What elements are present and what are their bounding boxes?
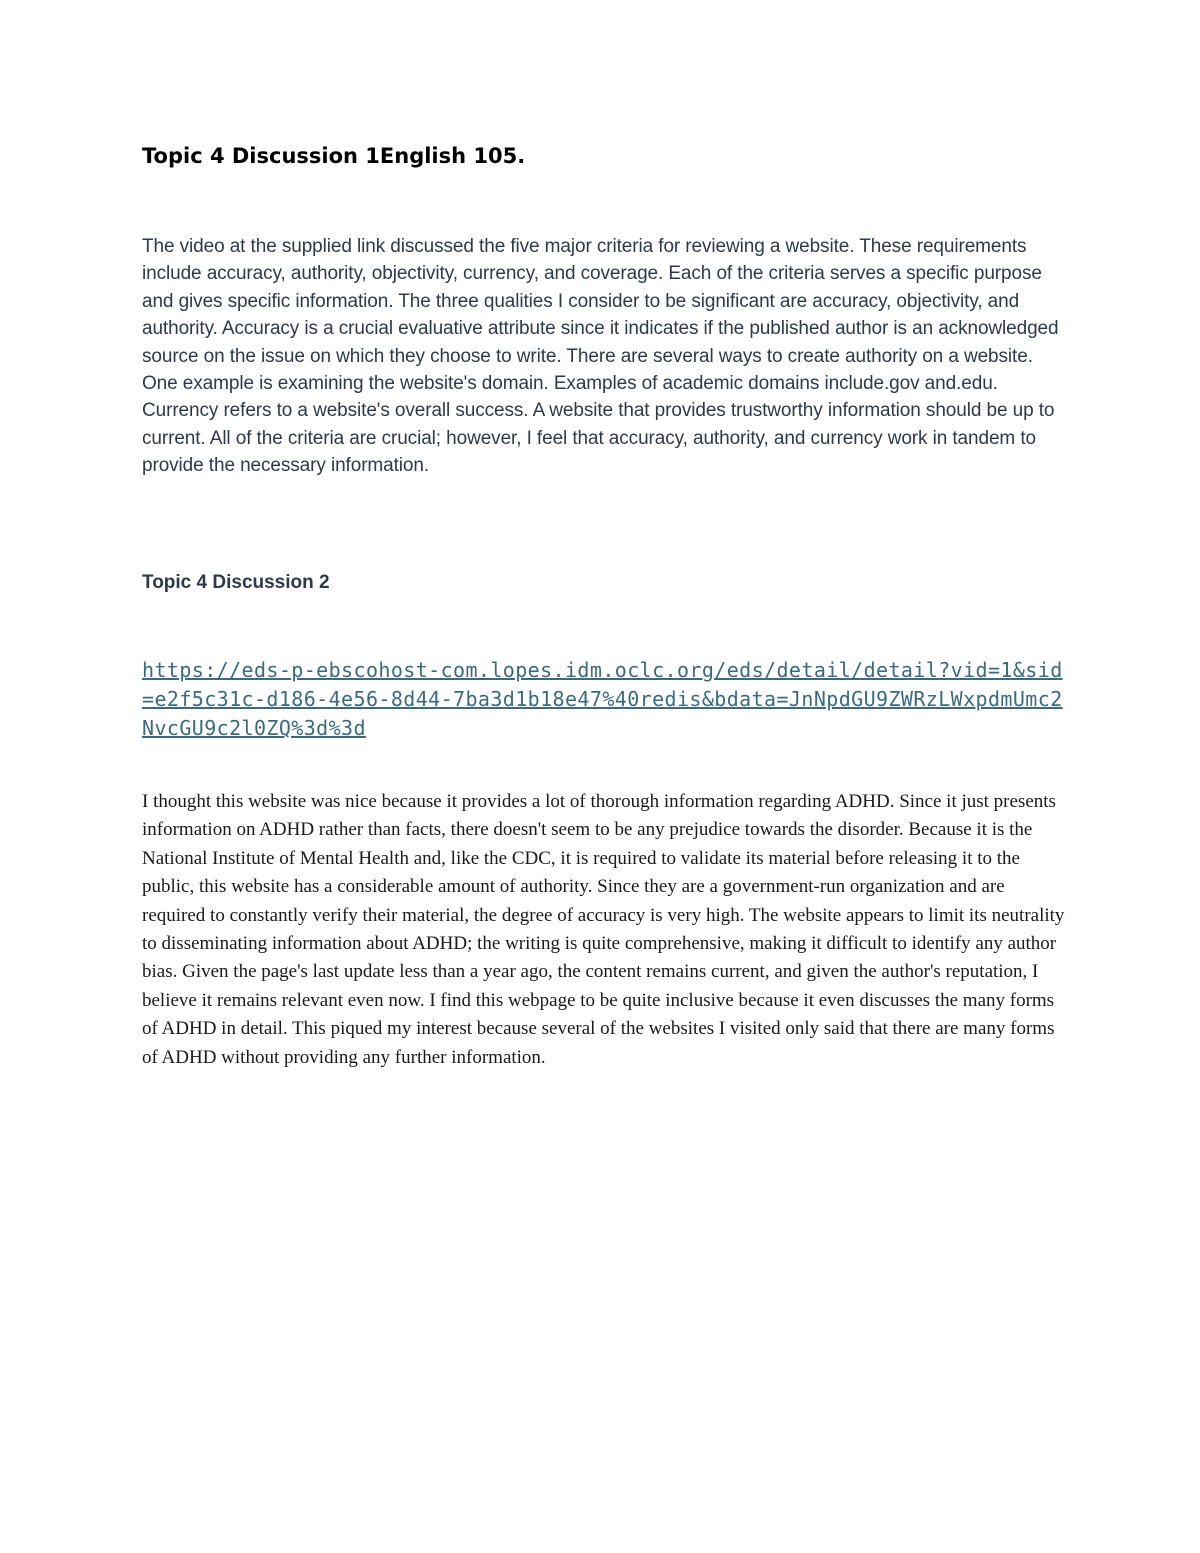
discussion-1-paragraph: The video at the supplied link discussed the five major criteria for reviewing a website. These requirements include accuracy, authority, objectivity, currency, and coverage. Each of the criteria serves a specific purpose and gives specific information. The three qualities I consider to be significant are accuracy, objectivity, and authority. Accuracy is a crucial evaluative attribute since it indicates if the published author is an acknowledged source on the issue on which they choose to write. There are several ways to create authority on a website. One example is examining the website's domain. Examples of academic domains include.gov and.edu. Currency refers to a website's overall success. A website that provides trustworthy information should be up to current. All of the criteria are crucial; however, I feel that accuracy, authority, and currency work in tandem to provide the necessary information. — [142, 236, 1059, 477]
discussion-2-heading: Topic 4 Discussion 2 — [142, 572, 330, 593]
document-title: Topic 4 Discussion 1English 105. — [142, 144, 526, 168]
source-url-link[interactable]: https://eds-p-ebscohost-com.lopes.idm.oclc.org/eds/detail/detail?vid=1&sid=e2f5c31c-d186-4e56-8d44-7ba3d1b18e47%40redis&bdata=JnNpdGU9ZWRzLWxpdmUmc2NvcGU9c2l0ZQ%3d%3d — [142, 658, 1063, 740]
discussion-2-paragraph: I thought this website was nice because it provides a lot of thorough information regarding ADHD. Since it just presents information on ADHD rather than facts, there doesn't seem to be any prejudice towards the disorder. Because it is the National Institute of Mental Health and, like the CDC, it is required to validate its material before releasing it to the public, this website has a considerable amount of authority. Since they are a government-run organization and are required to constantly verify their material, the degree of accuracy is very high. The website appears to limit its neutrality to disseminating information about ADHD; the writing is quite comprehensive, making it difficult to identify any author bias. Given the page's last update less than a year ago, the content remains current, and given the author's reputation, I believe it remains relevant even now. I find this webpage to be quite inclusive because it even discusses the many forms of ADHD in detail. This piqued my interest because several of the websites I visited only said that there are many forms of ADHD without providing any further information. — [142, 791, 1065, 1068]
